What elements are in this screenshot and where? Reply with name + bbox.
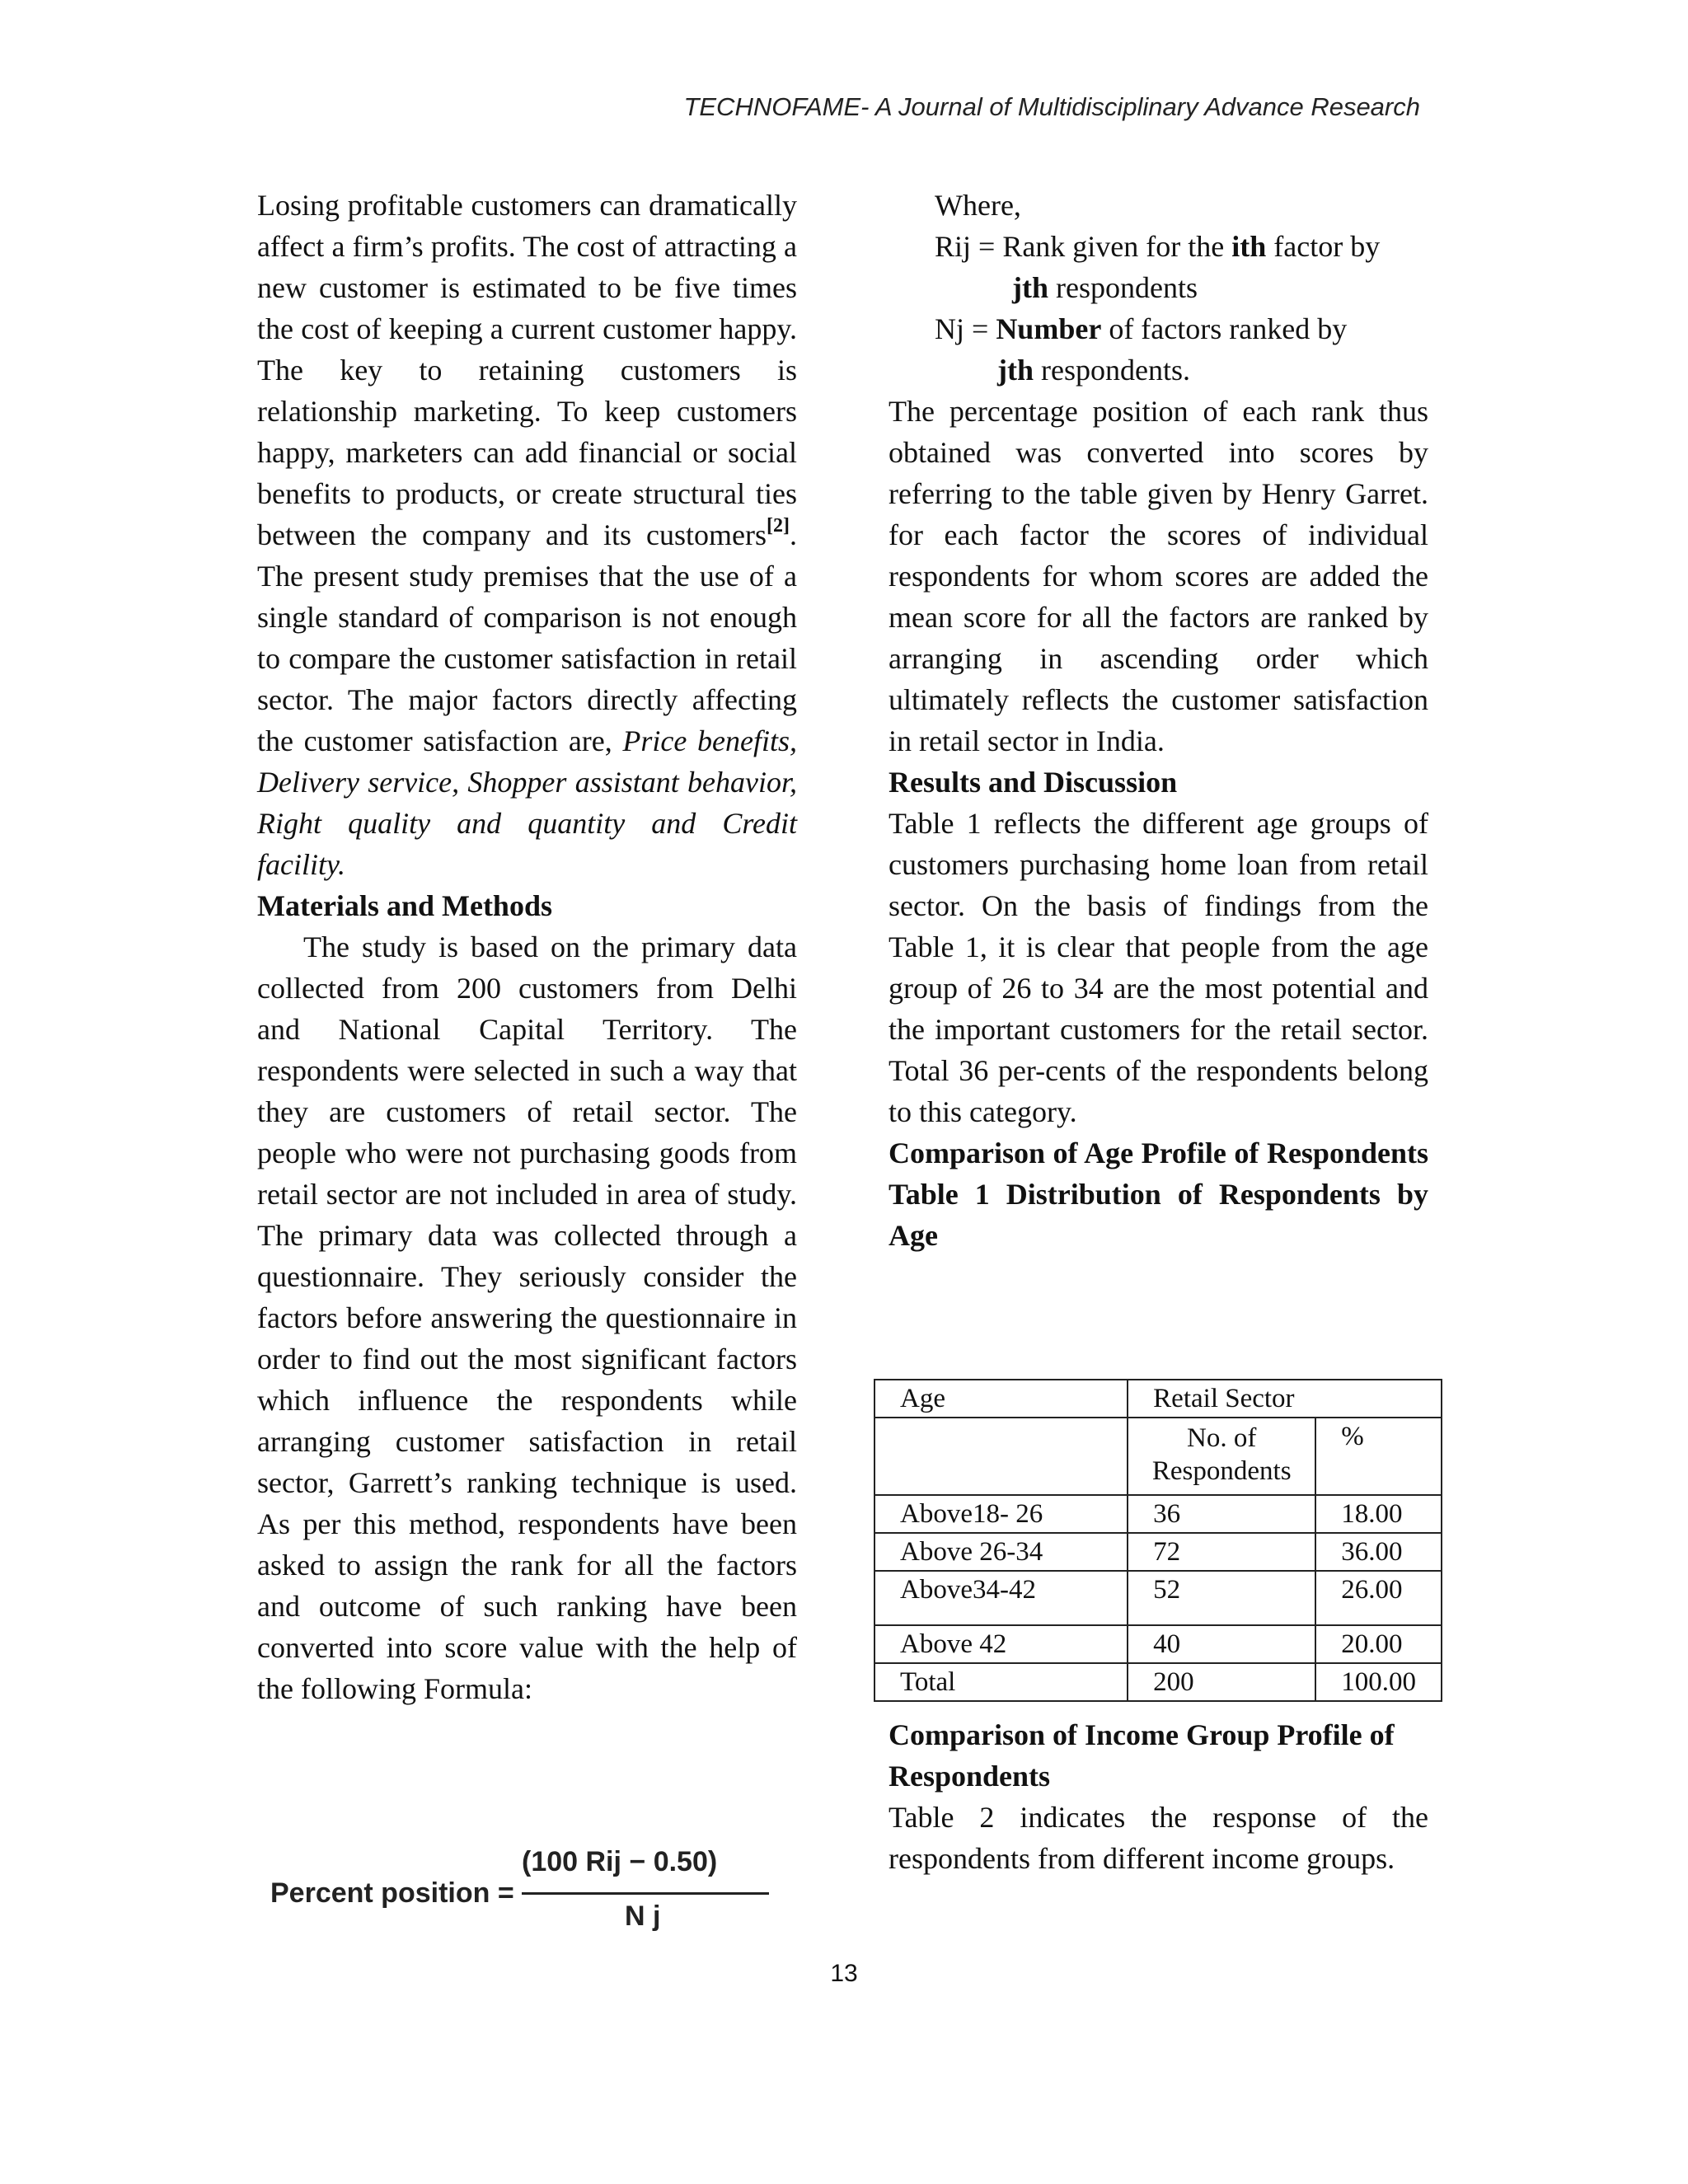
table-row: Above 42 40 20.00 xyxy=(874,1625,1442,1663)
table-subheader-row xyxy=(874,1418,1442,1495)
income-paragraph: Table 2 indicates the response of the respondents from different income groups. xyxy=(889,1801,1428,1875)
factors-list: Price benefits, Delivery service, Shopper assistant behavior, Right quality and quantity and Credit facility. xyxy=(257,724,797,881)
table-title: Table 1 Distribution of Respondents by Age xyxy=(889,1178,1428,1252)
right-column xyxy=(889,185,1428,1256)
income-section xyxy=(889,1714,1428,1879)
header-age: Age xyxy=(874,1380,1128,1418)
citation-ref: [2] xyxy=(767,515,790,537)
methods-paragraph: The study is based on the primary data collected from 200 customers from Delhi and National Capital Territory. The respondents were selected in such a way that they are customers of retail sector. The people who were not purchasing goods from retail sector are not included in area of study. The primary data was collected through a questionnaire. They seriously consider the factors before answering the questionnaire in order to find out the most significant factors which influence the respondents while arranging customer satisfaction in retail sector, Garrett’s ranking technique is used. As per this method, respondents have been asked to assign the rank for all the factors and outcome of such ranking have been converted into score value with the help of the following Formula: xyxy=(257,930,797,1705)
age-distribution-table xyxy=(874,1379,1442,1702)
header-percent: % xyxy=(1315,1418,1442,1495)
where-label: Where, xyxy=(935,189,1021,222)
table-row: Above 26-34 72 36.00 xyxy=(874,1533,1442,1571)
results-heading: Results and Discussion xyxy=(889,766,1178,799)
score-paragraph: The percentage position of each rank thus obtained was converted into scores by referring to the table given by Henry Garret. for each factor the scores of individual respondents for whom scores are added the mean score for all the factors are ranked by arranging in ascending order which ultimately reflects the customer satisfaction in retail sector in India. xyxy=(889,395,1428,757)
rij-definition-cont: jth respondents xyxy=(1012,271,1198,304)
results-paragraph: Table 1 reflects the different age groups of customers purchasing home loan from retail sector. On the basis of findings from the Table 1, it is clear that people from the age group of 26 to 34 are the most potential and the important customers for the retail sector. Total 36 per-cents of the respondents belong to this category. xyxy=(889,807,1428,1128)
table-row: Above34-42 52 26.00 xyxy=(874,1571,1442,1625)
formula-denominator: N j xyxy=(625,1900,661,1932)
fraction-bar xyxy=(522,1892,769,1895)
table-total-row: Total 200 100.00 xyxy=(874,1663,1442,1701)
methods-heading: Materials and Methods xyxy=(257,889,552,922)
header-no-respondents: No. of Respondents xyxy=(1128,1418,1315,1495)
nj-definition-cont: jth respondents. xyxy=(997,354,1190,387)
journal-header: TECHNOFAME- A Journal of Multidisciplinary Advance Research xyxy=(683,92,1420,121)
intro-paragraph: Losing profitable customers can dramatically affect a firm’s profits. The cost of attracting a new customer is estimated to be five times the cost of keeping a current customer happy. The key to retaining customers is relationship marketing. To keep customers happy, marketers can add financial or social benefits to products, or create structural ties between the company and its customers[2]. The present study premises that the use of a single standard of comparison is not enough to compare the customer satisfaction in retail sector. The major factors directly affecting the customer satisfaction are, Price benefits, Delivery service, Shopper assistant behavior, Right quality and quantity and Credit facility. xyxy=(257,189,797,881)
formula-label: Percent position = xyxy=(270,1877,514,1909)
left-column xyxy=(257,185,797,1709)
age-profile-heading: Comparison of Age Profile of Respondents xyxy=(889,1137,1428,1169)
garrett-formula xyxy=(270,1846,781,1945)
header-retail-sector: Retail Sector xyxy=(1128,1380,1442,1418)
table-header-row xyxy=(874,1380,1442,1418)
income-heading: Comparison of Income Group Profile of Respondents xyxy=(889,1718,1395,1793)
formula-numerator: (100 Rij − 0.50) xyxy=(522,1846,718,1877)
rij-definition: Rij = Rank given for the ith factor by xyxy=(935,230,1381,263)
table-row: Above18- 26 36 18.00 xyxy=(874,1495,1442,1533)
page-number: 13 xyxy=(830,1960,858,1987)
nj-definition: Nj = Number of factors ranked by xyxy=(935,312,1348,345)
